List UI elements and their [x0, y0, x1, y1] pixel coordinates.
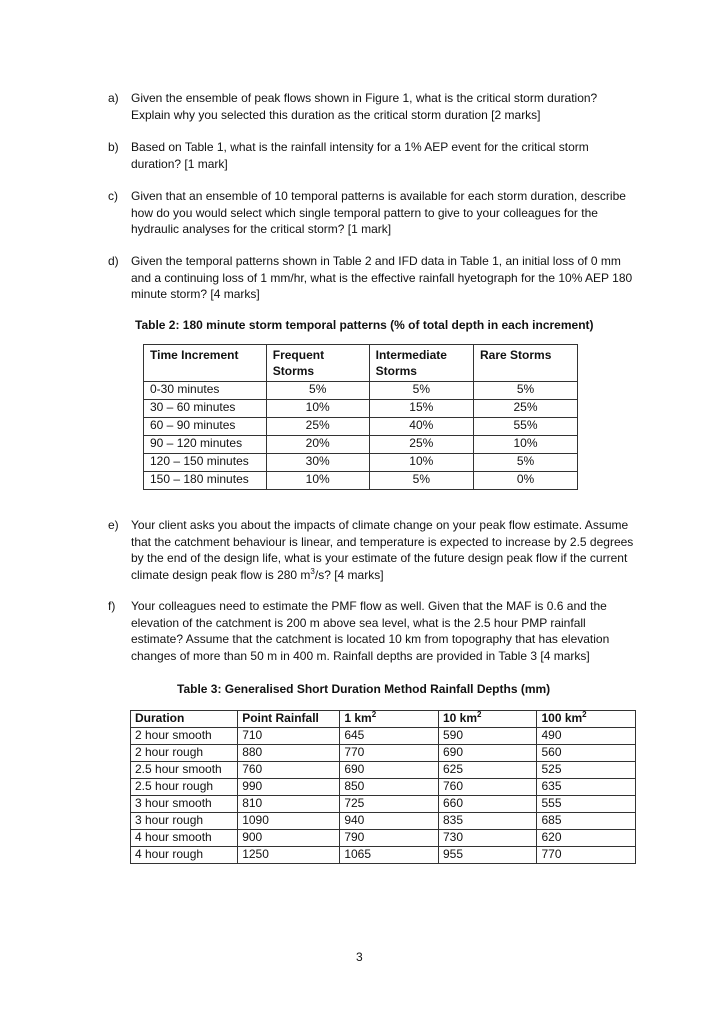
- superscript: 2: [371, 710, 377, 719]
- table-cell: 955: [438, 847, 536, 864]
- table-cell: 4 hour smooth: [131, 830, 238, 847]
- table-cell: 880: [238, 745, 340, 762]
- question-b: [108, 139, 638, 172]
- table-cell: 685: [537, 813, 636, 830]
- question-label: b): [108, 140, 119, 154]
- table-cell: 2.5 hour rough: [131, 779, 238, 796]
- table-cell: 900: [238, 830, 340, 847]
- table-header-cell: Point Rainfall: [238, 711, 340, 728]
- table-cell: 620: [537, 830, 636, 847]
- table-cell: 10%: [369, 454, 473, 472]
- table-cell: 555: [537, 796, 636, 813]
- table-cell: 120 – 150 minutes: [144, 454, 267, 472]
- question-text: Given that an ensemble of 10 temporal patterns is available for each storm duration, describe how do you would select which single temporal pattern to give to your colleagues for the hydraulic analyses for the critical storm? [1 mark]: [131, 189, 626, 236]
- table-cell: 90 – 120 minutes: [144, 436, 267, 454]
- table-cell: 760: [438, 779, 536, 796]
- table-cell: 770: [537, 847, 636, 864]
- table-cell: 55%: [474, 418, 578, 436]
- question-label: d): [108, 254, 119, 268]
- table3-caption: Table 3: Generalised Short Duration Method Rainfall Depths (mm): [177, 682, 551, 696]
- table-row: [144, 382, 578, 400]
- question-text: Given the ensemble of peak flows shown in Figure 1, what is the critical storm duration? Explain why you selected this duration as the critical storm duration [2 marks]: [131, 91, 598, 122]
- table-cell: 40%: [369, 418, 473, 436]
- superscript: 2: [582, 710, 587, 719]
- table-header-cell: Frequent Storms: [266, 345, 369, 382]
- superscript: 2: [477, 710, 482, 719]
- table-cell: 725: [340, 796, 439, 813]
- header-text: 1 km: [344, 711, 372, 725]
- table-cell: 10%: [266, 400, 369, 418]
- table-cell: 810: [238, 796, 340, 813]
- table-cell: 3 hour rough: [131, 813, 238, 830]
- question-text-part: Your client asks you about the impacts of climate change on your peak flow estimate. Assume that the catchment behaviour is linear, and temperature is expected to increase by 2.5 degrees by the end of the design life, what is your estimate of the future design peak flow if the current climate design peak flow is 280 m: [131, 518, 634, 582]
- table-row: [131, 779, 636, 796]
- table-row: [131, 813, 636, 830]
- question-text: Given the temporal patterns shown in Table 2 and IFD data in Table 1, an initial loss of 0 mm and a continuing loss of 1 mm/hr, what is the effective rainfall hyetograph for the 10% AEP 180 minute storm? [4 marks]: [131, 254, 633, 301]
- table-cell: 20%: [266, 436, 369, 454]
- question-a: [108, 90, 638, 123]
- question-text: [131, 517, 643, 583]
- table-cell: 790: [340, 830, 439, 847]
- table-header-row: [131, 711, 636, 728]
- table2-caption: Table 2: 180 minute storm temporal patterns (% of total depth in each increment): [135, 318, 594, 332]
- table-row: [131, 830, 636, 847]
- table-cell: 635: [537, 779, 636, 796]
- table-cell: 5%: [474, 382, 578, 400]
- table-cell: 10%: [266, 472, 369, 490]
- table-cell: 490: [537, 728, 636, 745]
- table-cell: 990: [238, 779, 340, 796]
- table-row: [131, 796, 636, 813]
- table-header-cell: [537, 711, 636, 728]
- header-text: 10 km: [442, 711, 478, 725]
- table-cell: 710: [238, 728, 340, 745]
- table-cell: 560: [537, 745, 636, 762]
- table2-temporal-patterns: [143, 344, 578, 490]
- superscript: 3: [310, 566, 315, 576]
- table-cell: 30%: [266, 454, 369, 472]
- table-cell: 850: [340, 779, 439, 796]
- question-e: [108, 517, 643, 583]
- table-cell: 660: [438, 796, 536, 813]
- table-cell: 10%: [474, 436, 578, 454]
- table-row: [144, 454, 578, 472]
- question-text-part: /s? [4 marks]: [314, 567, 384, 582]
- table-cell: 590: [438, 728, 536, 745]
- table-cell: 770: [340, 745, 439, 762]
- question-f: [108, 598, 638, 664]
- page-number: 3: [356, 950, 363, 964]
- table-header-cell: [340, 711, 439, 728]
- table-cell: 625: [438, 762, 536, 779]
- question-text: Your colleagues need to estimate the PMF flow as well. Given that the MAF is 0.6 and the elevation of the catchment is 200 m above sea level, what is the 2.5 hour PMP rainfall estimate? Assume that the catchment is located 10 km from topography that has elevation changes of more than 50 m in 400 m. Rainfall depths are provided in Table 3 [4 marks]: [131, 599, 610, 663]
- question-label: f): [108, 599, 116, 613]
- table-cell: 25%: [369, 436, 473, 454]
- table-cell: 835: [438, 813, 536, 830]
- table-cell: 4 hour rough: [131, 847, 238, 864]
- table-cell: 2.5 hour smooth: [131, 762, 238, 779]
- question-label: a): [108, 91, 119, 105]
- table-cell: 5%: [474, 454, 578, 472]
- table-row: [144, 400, 578, 418]
- table-row: [144, 472, 578, 490]
- table-row: [131, 847, 636, 864]
- table-row: [131, 762, 636, 779]
- question-text: Based on Table 1, what is the rainfall intensity for a 1% AEP event for the critical storm duration? [1 mark]: [131, 140, 589, 171]
- table-cell: 1065: [340, 847, 439, 864]
- question-label: e): [108, 518, 119, 532]
- table-header-row: [144, 345, 578, 382]
- table-cell: 15%: [369, 400, 473, 418]
- table-cell: 690: [340, 762, 439, 779]
- table-cell: 25%: [266, 418, 369, 436]
- table-cell: 730: [438, 830, 536, 847]
- table-cell: 2 hour smooth: [131, 728, 238, 745]
- table-cell: 5%: [266, 382, 369, 400]
- table-header-cell: Rare Storms: [474, 345, 578, 382]
- table-cell: 690: [438, 745, 536, 762]
- question-label: c): [108, 189, 118, 203]
- table-cell: 940: [340, 813, 439, 830]
- table-cell: 0-30 minutes: [144, 382, 267, 400]
- table-row: [131, 745, 636, 762]
- table-cell: 150 – 180 minutes: [144, 472, 267, 490]
- table-cell: 30 – 60 minutes: [144, 400, 267, 418]
- table-cell: 5%: [369, 472, 473, 490]
- table-cell: 2 hour rough: [131, 745, 238, 762]
- table-row: [144, 436, 578, 454]
- table-cell: 645: [340, 728, 439, 745]
- table-cell: 25%: [474, 400, 578, 418]
- table-cell: 760: [238, 762, 340, 779]
- table-row: [144, 418, 578, 436]
- question-d: [108, 253, 638, 303]
- table-cell: 1250: [238, 847, 340, 864]
- table-header-cell: [438, 711, 536, 728]
- table-cell: 60 – 90 minutes: [144, 418, 267, 436]
- table-header-cell: Time Increment: [144, 345, 267, 382]
- table-row: [131, 728, 636, 745]
- header-text: 100 km: [541, 711, 583, 725]
- table-header-cell: Duration: [131, 711, 238, 728]
- table-cell: 525: [537, 762, 636, 779]
- table-cell: 5%: [369, 382, 473, 400]
- table-cell: 1090: [238, 813, 340, 830]
- question-c: [108, 188, 638, 238]
- table-cell: 3 hour smooth: [131, 796, 238, 813]
- table-cell: 0%: [474, 472, 578, 490]
- table3-rainfall-depths: [130, 710, 636, 864]
- table-header-cell: Intermediate Storms: [369, 345, 473, 382]
